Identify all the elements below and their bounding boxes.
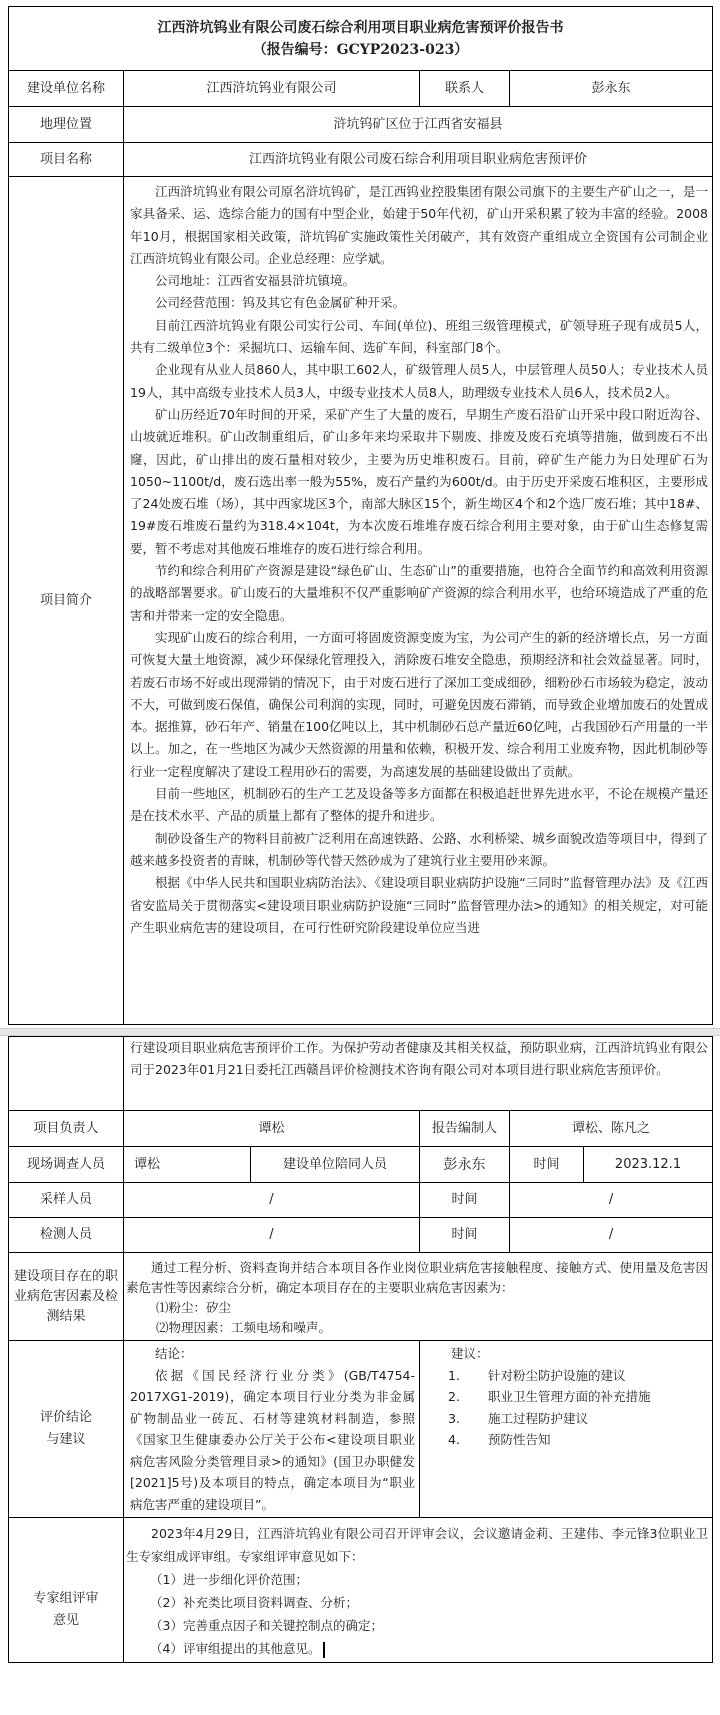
testing-time-label: 时间 [420,1218,510,1253]
leader-value[interactable]: 谭松 [124,1111,420,1147]
hazard-item: ⑴粉尘：矽尘 [156,1299,232,1315]
document-page-2 [8,1036,712,1663]
expert-label: 专家组评审意见 [9,1518,124,1663]
report-title: 江西浒坑钨业有限公司废石综合利用项目职业病危害预评价报告书 [157,19,564,36]
expert-item: （3）完善重点因子和关键控制点的确定； [150,1618,383,1633]
project-name-value[interactable]: 江西浒坑钨业有限公司废石综合利用项目职业病危害预评价 [124,143,713,177]
intro-paragraph: 公司经营范围：钨及其它有色金属矿种开采。 [155,295,406,311]
hazard-item: ⑵物理因素：工频电场和噪声。 [156,1319,332,1335]
testing-time-value[interactable]: / [510,1218,713,1253]
testing-value[interactable]: / [124,1218,420,1253]
intro-paragraph: 制砂设备生产的物料目前被广泛利用在高速铁路、公路、水利桥梁、城乡面貌改造等项目中，得到了越来越多投资者的青睐，机制砂等代替天然砂成为了建筑行业主要用砂来源。 [130,830,708,868]
report-table-part-1 [8,6,713,1025]
suggestion-number: 3. [448,1410,460,1426]
leader-label: 项目负责人 [9,1111,124,1147]
survey-label: 现场调查人员 [9,1147,124,1183]
survey-time-value[interactable]: 2023.12.1 [584,1147,713,1183]
suggestion-text: 职业卫生管理方面的补充措施 [488,1389,651,1404]
escort-value[interactable]: 彭永东 [420,1147,510,1183]
intro-paragraph: 根据《中华人民共和国职业病防治法》、《建设项目职业病防护设施“三同时”监督管理办法》及《江西省安监局关于贯彻落实<建设项目职业病防护设施“三同时”监督管理办法>的通知》的相关规定，对可能产生职业病危害的建设项目，在可行性研究阶段建设单位应当进 [130,875,708,935]
text-cursor [323,1642,325,1658]
escort-label: 建设单位陪同人员 [251,1147,420,1183]
intro-paragraph: 矿山历经近70年时间的开采，采矿产生了大量的废石，早期生产废石沿矿山开采中段口附近沟谷、山坡就近堆积。矿山改制重组后，矿山多年来均采取井下剔废、排废及废石充填等措施，做到废石不出窿，因此，矿山排出的废石量相对较少，主要为历史堆积废石。目前，碎矿生产能力为日处理矿石为1050~1100t/d，废石选出率一般为55%，废石产量约为600t/d。由于历史开采废石堆积区，主要形成了24处废石堆（场），其中西家垅区3个，南部大脉区15个，新生坳区4个和2个选厂废石堆；其中18#、19#废石堆废石量约为318.4×104t，为本次废石堆堆存废石综合利用主要对象，由于矿山生态修复需要，暂不考虑对其他废石堆堆存的废石进行综合利用。 [130,406,708,556]
contact-label: 联系人 [420,71,510,107]
sampling-time-label: 时间 [420,1183,510,1218]
suggestion-item [426,1429,708,1451]
expert-item: （4）评审组提出的其他意见。 [150,1641,321,1656]
suggestion-text: 针对粉尘防护设施的建议 [488,1367,626,1383]
compiler-value[interactable]: 谭松、陈凡之 [510,1111,713,1147]
builder-value[interactable]: 江西浒坑钨业有限公司 [124,71,420,107]
intro-paragraph: 实现矿山废石的综合利用，一方面可将固废资源变废为宝，为公司产生的新的经济增长点，另一方面可恢复大量土地资源，减少环保绿化管理投入，消除废石堆安全隐患，预期经济和社会效益显著。同时，若废石市场不好或出现滞销的情况下，由于对废石进行了深加工变成细砂，细粉砂石市场较为稳定，波动不大，可做到废石保值，确保公司利润的实现，同时，可避免因废石滞销，而导致企业增加废石的处置成本。据推算，砂石年产、销量在100亿吨以上，其中机制砂石总产量近60亿吨，占我国砂石产用量的一半以上。加之，在一些地区为减少天然资源的用量和依赖，积极开发、综合利用工业废弃物，因此机制砂等行业一定程度解决了建设工程用砂石的需要，为高速发展的基础建设做出了贡献。 [130,629,708,779]
suggestion-text: 预防性告知 [488,1432,551,1447]
hazards-intro: 通过工程分析、资料查询并结合本项目各作业岗位职业病危害接触程度、接触方式、使用量及危害因素危害性等因素综合分析，确定本项目存在的主要职业病危害因素为： [126,1259,709,1295]
suggestion-text: 施工过程防护建议 [488,1410,589,1426]
conclusion-title: 结论： [155,1346,193,1361]
intro-paragraph: 行建设项目职业病危害预评价工作。为保护劳动者健康及其相关权益，预防职业病，江西浒坑钨业有限公司于2023年01月21日委托江西赣昌评价检测技术咨询有限公司对本项目进行职业病危害预评价。 [130,1040,709,1078]
suggestion-item [426,1408,708,1430]
suggestion-item [426,1365,708,1387]
intro-paragraph: 节约和综合利用矿产资源是建设“绿色矿山、生态矿山”的重要措施，也符合全面节约和高效利用资源的战略部署要求。矿山废石的大量堆积不仅严重影响矿产资源的综合利用水平，也给环境造成了严重的危害和并带来一定的安全隐患。 [130,563,708,623]
intro-text[interactable] [124,177,713,1025]
suggestion-item [426,1386,708,1408]
expert-item: （1）进一步细化评价范围； [150,1572,308,1587]
intro-paragraph: 江西浒坑钨业有限公司原名浒坑钨矿，是江西钨业控股集团有限公司旗下的主要生产矿山之一，是一家具备采、运、选综合能力的国有中型企业，始建于50年代初，矿山开采积累了较为丰富的经验。2008年10月，根据国家相关政策，浒坑钨矿实施政策性关闭破产，其有效资产重组成立全资国有公司制企业江西浒坑钨业有限公司。企业总经理：应学斌。 [130,184,708,266]
project-name-label: 项目名称 [9,143,124,177]
compiler-label: 报告编制人 [420,1111,510,1147]
conclusion-text: 依据《国民经济行业分类》(GB/T4754-2017XG1-2019)，确定本项目行业分类为非金属矿物制品业一砖瓦、石材等建筑材料制造，参照《国家卫生健康委办公厅关于公布<建设项目职业病危害风险分类管理目录>的通知》(国卫办职健发[2021]5号)及本项目的特点，确定本项目为“职业病危害严重的建设项目”。 [130,1367,415,1512]
suggestion-number: 2. [448,1389,460,1404]
location-value[interactable]: 浒坑钨矿区位于江西省安福县 [124,107,713,143]
document-page-1 [8,6,712,1025]
contact-value[interactable]: 彭永东 [510,71,713,107]
sampling-label: 采样人员 [9,1183,124,1218]
expert-intro: 2023年4月29日，江西浒坑钨业有限公司召开评审会议，会议邀请金莉、王建伟、李元锋3位职业卫生专家组成评审组。专家组评审意见如下： [126,1526,709,1564]
survey-value[interactable]: 谭松 [124,1147,251,1183]
expert-item-last [126,1637,708,1660]
suggestion-title: 建议： [451,1346,489,1361]
hazards-text[interactable] [124,1253,713,1341]
intro-paragraph: 公司地址：江西省安福县浒坑镇境。 [155,273,356,289]
intro-paragraph: 企业现有从业人员860人，其中职工602人，矿级管理人员5人，中层管理人员50人；专业技术人员19人，其中高级专业技术人员3人，中级专业技术人员8人，助理级专业技术人员6人，技术员2人。 [130,362,708,400]
survey-time-label: 时间 [510,1147,584,1183]
conclusion-label: 评价结论与建议 [9,1341,124,1518]
conclusion-cell[interactable] [124,1341,420,1518]
expert-cell[interactable] [124,1518,713,1663]
intro-label: 项目简介 [9,177,124,1025]
page-break [0,1028,720,1036]
suggestion-number: 4. [448,1432,460,1447]
report-table-part-2 [8,1036,713,1663]
sampling-time-value[interactable]: / [510,1183,713,1218]
intro-paragraph: 目前一些地区，机制砂石的生产工艺及设备等多方面都在积极追赶世界先进水平，不论在规模产量还是在技术水平、产品的质量上都有了整体的提升和进步。 [130,786,708,824]
report-title-cell [9,7,713,71]
intro-label-continued [9,1037,124,1111]
builder-label: 建设单位名称 [9,71,124,107]
location-label: 地理位置 [9,107,124,143]
sampling-value[interactable]: / [124,1183,420,1218]
intro-text-continued[interactable] [124,1037,713,1111]
suggestion-number: 1. [448,1367,460,1383]
report-number: （报告编号：GCYP2023-023） [252,41,469,58]
expert-item: （2）补充类比项目资料调查、分析； [150,1595,358,1610]
hazards-label: 建设项目存在的职业病危害因素及检测结果 [9,1253,124,1341]
testing-label: 检测人员 [9,1218,124,1253]
suggestion-cell[interactable] [420,1341,713,1518]
intro-paragraph: 目前江西浒坑钨业有限公司实行公司、车间(单位)、班组三级管理模式，矿领导班子现有成员5人，共有二级单位3个：采掘坑口、运输车间、选矿车间，科室部门8个。 [130,317,708,356]
